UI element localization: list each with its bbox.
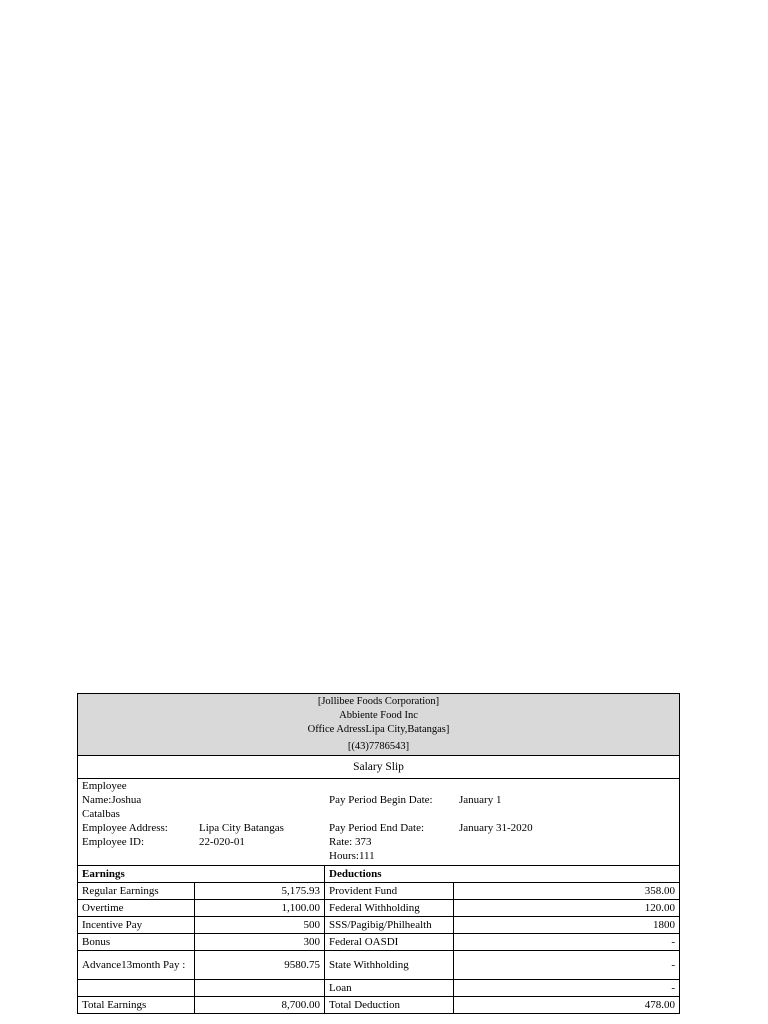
total-earnings-label: Total Earnings [78, 997, 195, 1014]
table-row [78, 934, 680, 951]
pay-period-end-label: Pay Period End Date: [329, 822, 425, 834]
earning-value: 300 [195, 934, 325, 951]
deduction-value: 1800 [454, 917, 680, 934]
pay-period-begin-value: January 1 [459, 794, 502, 806]
deduction-value: - [454, 934, 680, 951]
earning-label [78, 980, 195, 997]
document-title: Salary Slip [78, 756, 680, 779]
totals-row [78, 997, 680, 1014]
employee-address-label: Employee Address: [82, 822, 168, 834]
employee-name-line2: Name:Joshua [82, 794, 142, 806]
deduction-value: - [454, 951, 680, 980]
deduction-label: Loan [325, 980, 454, 997]
salary-slip-table [77, 693, 680, 1014]
earning-value: 1,100.00 [195, 900, 325, 917]
deduction-label: Federal Withholding [325, 900, 454, 917]
table-row [78, 980, 680, 997]
office-address: Office AdressLipa City,Batangas] [307, 724, 450, 735]
employee-info [78, 779, 680, 866]
earning-label: Regular Earnings [78, 883, 195, 900]
table-row [78, 883, 680, 900]
total-deduction-label: Total Deduction [325, 997, 454, 1014]
earning-label: Overtime [78, 900, 195, 917]
earning-value [195, 980, 325, 997]
deductions-heading: Deductions [325, 866, 680, 883]
company-name: [Jollibee Foods Corporation] [317, 696, 440, 707]
deduction-value: 120.00 [454, 900, 680, 917]
earning-label: Advance13month Pay : [78, 951, 195, 980]
employee-id-label: Employee ID: [82, 836, 145, 848]
subsidiary-name: Abbiente Food Inc [339, 710, 418, 721]
earning-value: 9580.75 [195, 951, 325, 980]
earning-label: Bonus [78, 934, 195, 951]
company-phone: [(43)7786543] [347, 741, 410, 752]
deduction-value: - [454, 980, 680, 997]
company-header [78, 694, 680, 756]
earnings-heading: Earnings [78, 866, 325, 883]
table-row [78, 951, 680, 980]
earning-value: 5,175.93 [195, 883, 325, 900]
table-row [78, 917, 680, 934]
deduction-label: SSS/Pagibig/Philhealth [325, 917, 454, 934]
employee-id-value: 22-020-01 [199, 836, 245, 848]
pay-period-begin-label: Pay Period Begin Date: [329, 794, 433, 806]
table-row [78, 900, 680, 917]
earning-label: Incentive Pay [78, 917, 195, 934]
pay-period-end-value: January 31-2020 [459, 822, 533, 834]
deduction-label: Federal OASDI [325, 934, 454, 951]
employee-name-line3: Catalbas [82, 808, 120, 820]
employee-address-value: Lipa City Batangas [199, 822, 284, 834]
total-deduction-value: 478.00 [454, 997, 680, 1014]
deduction-label: State Withholding [325, 951, 454, 980]
earning-value: 500 [195, 917, 325, 934]
rate: Rate: 373 [329, 836, 372, 848]
deduction-value: 358.00 [454, 883, 680, 900]
employee-name-line1: Employee [82, 780, 127, 792]
hours: Hours:111 [329, 850, 375, 862]
total-earnings-value: 8,700.00 [195, 997, 325, 1014]
deduction-label: Provident Fund [325, 883, 454, 900]
